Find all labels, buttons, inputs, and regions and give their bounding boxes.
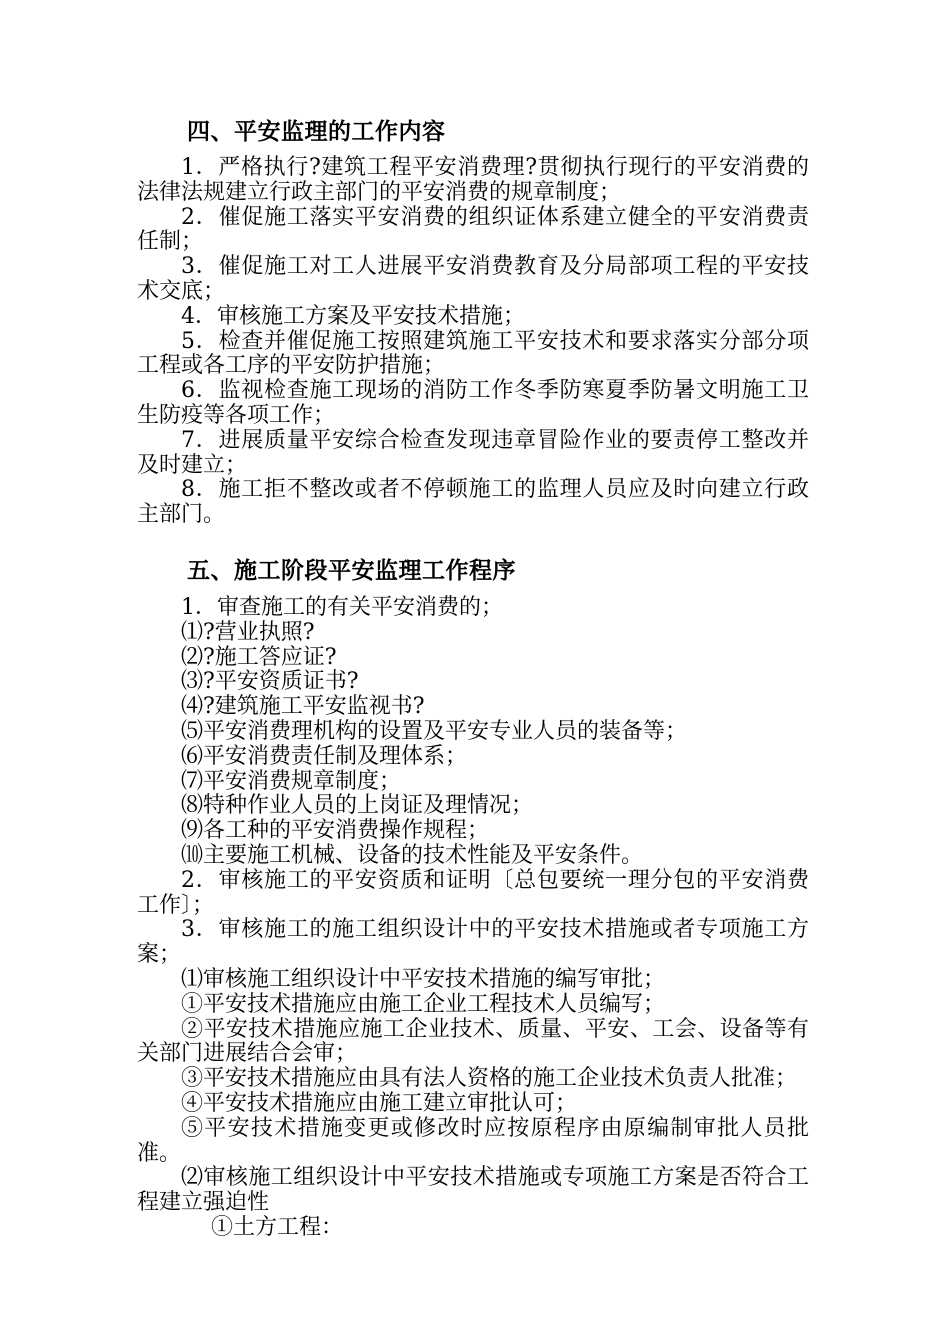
section-4-item-5: 5．检查并催促施工按照建筑施工平安技术和要求落实分部分项工程或各工序的平安防护措施； (137, 328, 809, 379)
section-5-item: ⑵?施工答应证? (181, 644, 337, 670)
section-5-item: 2．审核施工的平安资质和证明〔总包要统一理分包的平安消费工作〕； (137, 867, 809, 918)
section-5-item: 1．审查施工的有关平安消费的； (181, 595, 503, 620)
section-5-item: ②平安技术措施应施工企业技术、质量、平安、工会、设备等有关部门进展结合会审； (137, 1016, 809, 1067)
section-5-item: ③平安技术措施应由具有法人资格的施工企业技术负责人批准； (181, 1066, 798, 1092)
section-4-item-6: 6．监视检查施工现场的消防工作冬季防寒夏季防暑文明施工卫生防疫等各项工作； (137, 378, 809, 428)
section-4-item-3: 3．催促施工对工人进展平安消费教育及分局部项工程的平安技术交底； (137, 254, 809, 304)
section-5-item: ⑸平安消费理机构的设置及平安专业人员的装备等； (181, 718, 688, 744)
section-4-item-7: 7．进展质量平安综合检查发现违章冒险作业的要责停工整改并及时建立； (137, 427, 809, 478)
section-4-item-4: 4．审核施工方案及平安技术措施； (181, 303, 525, 329)
section-5-item: ⑹平安消费责任制及理体系； (181, 743, 468, 769)
section-5-item: ④平安技术措施应由施工建立审批认可； (181, 1090, 578, 1116)
section-4-item-8: 8．施工拒不整改或者不停顿施工的监理人员应及时向建立行政主部门。 (137, 477, 809, 528)
section-4-item-1: 1．严格执行?建筑工程平安消费理?贯彻执行现行的平安消费的法律法规建立行政主部门的平安消费的规章制度； (137, 155, 809, 205)
section-5-item: ⑻特种作业人员的上岗证及理情况； (181, 793, 534, 819)
section-4-title: 四、平安监理的工作内容 (187, 119, 446, 145)
section-5-item: 3．审核施工的施工组织设计中的平安技术措施或者专项施工方案； (137, 917, 809, 968)
section-5-body (137, 596, 809, 1241)
section-4-body (137, 156, 809, 528)
section-5-item: ⑵审核施工组织设计中平安技术措施或专项施工方案是否符合工程建立强迫性 (137, 1165, 809, 1216)
section-5-item: ①平安技术措施应由施工企业工程技术人员编写； (181, 991, 666, 1017)
section-4-item-2: 2．催促施工落实平安消费的组织证体系建立健全的平安消费责任制； (137, 204, 809, 255)
section-5-item: ⑷?建筑施工平安监视书? (181, 694, 425, 720)
section-5-last-item: ①土方工程： (211, 1214, 344, 1240)
section-5-item: ⑺平安消费规章制度； (181, 768, 402, 794)
section-5-item: ⑴?营业执照? (181, 619, 315, 645)
section-5-item: ⑤平安技术措施变更或修改时应按原程序由原编制审批人员批准。 (137, 1115, 809, 1166)
section-5-item: ⑶?平安资质证书? (181, 669, 359, 695)
section-5-title: 五、施工阶段平安监理工作程序 (187, 558, 516, 584)
section-5-item: ⑼各工种的平安消费操作规程； (181, 818, 490, 844)
section-5-item: ⑴审核施工组织设计中平安技术措施的编写审批； (181, 966, 666, 992)
section-5-item: ⑽主要施工机械、设备的技术性能及平安条件。 (181, 842, 644, 868)
